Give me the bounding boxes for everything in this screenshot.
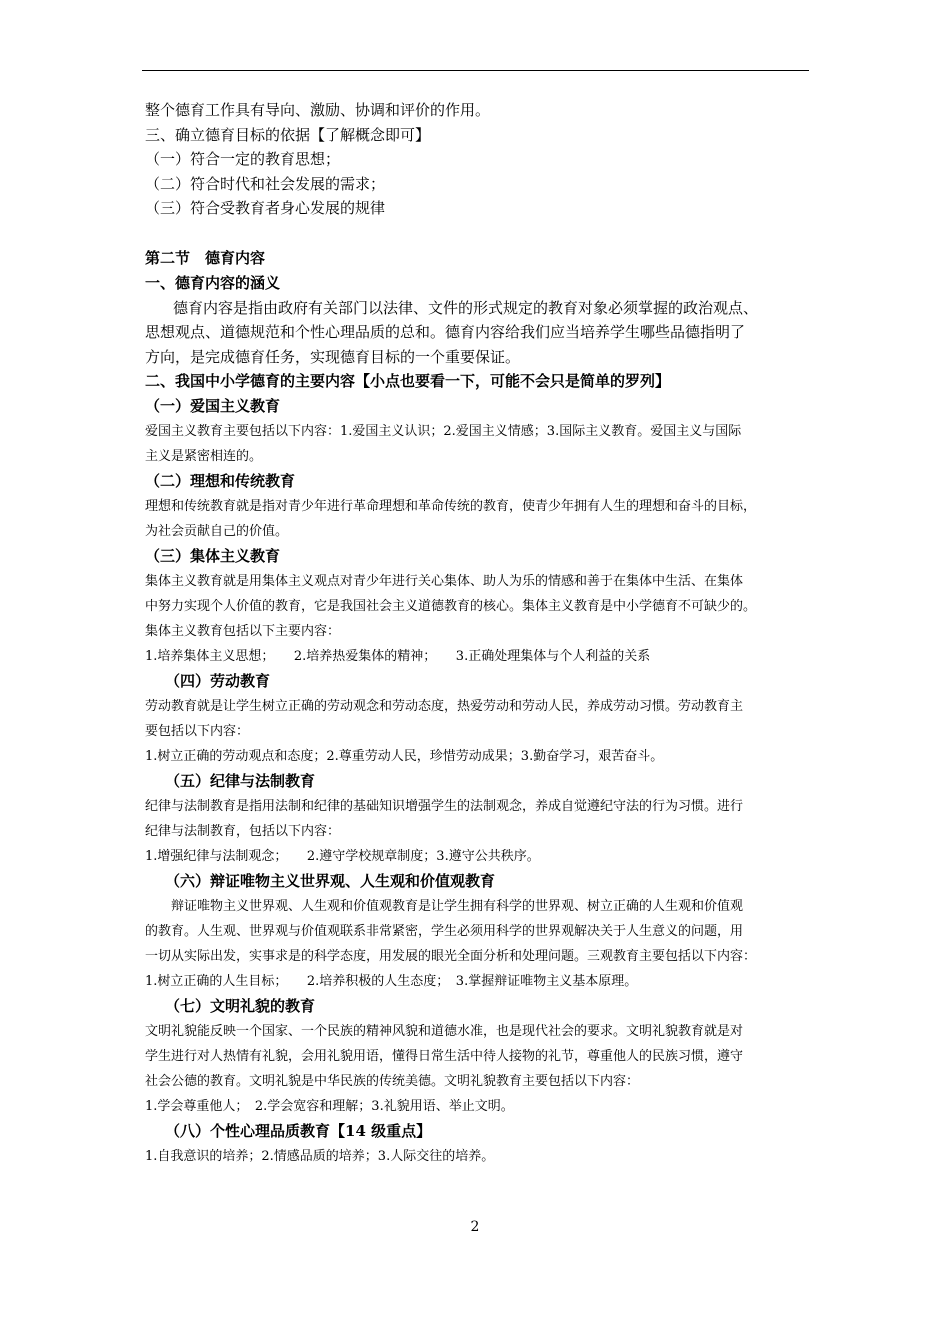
body-line: 中努力实现个人价值的教育，它是我国社会主义道德教育的核心。集体主义教育是中小学德育不可缺少的。: [145, 599, 757, 614]
body-line: 文明礼貌能反映一个国家、一个民族的精神风貌和道德水准，也是现代社会的要求。文明礼貌教育就是对: [145, 1024, 744, 1039]
spacer: [145, 221, 809, 246]
item-heading: （三）集体主义教育: [145, 547, 281, 565]
body-line: 方向，是完成德育任务，实现德育目标的一个重要保证。: [145, 347, 521, 366]
body-line: 1.增强纪律与法制观念； 2.遵守学校规章制度；3.遵守公共秩序。: [145, 849, 540, 864]
item-heading: （八）个性心理品质教育【14 级重点】: [165, 1122, 432, 1140]
body-line: 辩证唯物主义世界观、人生观和价值观教育是让学生拥有科学的世界观、树立正确的人生观和价值观: [145, 899, 744, 914]
body-line: 思想观点、道德规范和个性心理品质的总和。德育内容给我们应当培养学生哪些品德指明了: [145, 323, 746, 341]
body-line: 纪律与法制教育是指用法制和纪律的基础知识增强学生的法制观念，养成自觉遵纪守法的行为习惯。进行: [145, 799, 744, 814]
section-title: 第二节 德育内容: [145, 248, 266, 267]
body-line: 爱国主义教育主要包括以下内容：1.爱国主义认识；2.爱国主义情感；3.国际主义教育。爱国主义与国际: [145, 424, 742, 439]
body-line: 集体主义教育就是用集体主义观点对青少年进行关心集体、助人为乐的情感和善于在集体中生活、在集体: [145, 574, 744, 589]
list-item: （二）符合时代和社会发展的需求；: [145, 174, 386, 193]
body-line: 1.树立正确的劳动观点和态度；2.尊重劳动人民，珍惜劳动成果；3.勤奋学习，艰苦奋斗。: [145, 749, 664, 764]
item-heading: （五）纪律与法制教育: [165, 772, 316, 790]
body-line: 劳动教育就是让学生树立正确的劳动观念和劳动态度，热爱劳动和劳动人民，养成劳动习惯。劳动教育主: [145, 699, 744, 714]
body-line: 1.学会尊重他人； 2.学会宽容和理解；3.礼貌用语、举止文明。: [145, 1099, 514, 1114]
body-line: 集体主义教育包括以下主要内容：: [145, 624, 341, 639]
body-line: 学生进行对人热情有礼貌，会用礼貌用语，懂得日常生活中待人接物的礼节，尊重他人的民族习惯，遵守: [145, 1049, 744, 1064]
body-line: 理想和传统教育就是指对青少年进行革命理想和革命传统的教育，使青少年拥有人生的理想和奋斗的目标，: [145, 499, 757, 514]
item-heading: （六）辩证唯物主义世界观、人生观和价值观教育: [165, 872, 496, 890]
body-line: 的教育。人生观、世界观与价值观联系非常紧密，学生必须用科学的世界观解决关于人生意义的问题，用: [145, 924, 744, 939]
body-line: 要包括以下内容：: [145, 724, 250, 739]
body-line: 一切从实际出发，实事求是的科学态度，用发展的眼光全面分析和处理问题。三观教育主要包括以下内容：: [145, 949, 757, 964]
body-line: 1.树立正确的人生目标； 2.培养积极的人生态度； 3.掌握辩证唯物主义基本原理。: [145, 974, 638, 989]
header-rule: [142, 70, 809, 71]
item-heading: （二）理想和传统教育: [145, 472, 296, 490]
part2-heading: 二、我国中小学德育的主要内容【小点也要看一下，可能不会只是简单的罗列】: [145, 372, 671, 390]
body-line: 主义是紧密相连的。: [145, 449, 263, 464]
body-line: 德育内容是指由政府有关部门以法律、文件的形式规定的教育对象必须掌握的政治观点、: [173, 298, 759, 317]
item-heading: （一）爱国主义教育: [145, 397, 281, 415]
item-heading: （七）文明礼貌的教育: [165, 997, 316, 1015]
list-item: （一）符合一定的教育思想；: [145, 150, 341, 168]
body-line: 社会公德的教育。文明礼貌是中华民族的传统美德。文明礼貌教育主要包括以下内容：: [145, 1074, 640, 1089]
item-heading: （四）劳动教育: [165, 672, 271, 690]
body-line: 纪律与法制教育，包括以下内容：: [145, 824, 341, 839]
subsection-heading: 三、确立德育目标的依据【了解概念即可】: [145, 125, 431, 144]
document-body: [145, 98, 809, 1169]
body-line: 1.自我意识的培养；2.情感品质的培养；3.人际交往的培养。: [145, 1149, 495, 1164]
page-number: 2: [470, 1219, 480, 1235]
body-line: 1.培养集体主义思想； 2.培养热爱集体的精神； 3.正确处理集体与个人利益的关系: [145, 649, 651, 664]
body-line: 为社会贡献自己的价值。: [145, 524, 289, 539]
part1-heading: 一、德育内容的涵义: [145, 273, 281, 292]
body-line: 整个德育工作具有导向、激励、协调和评价的作用。: [145, 101, 491, 119]
list-item: （三）符合受教育者身心发展的规律: [145, 199, 386, 217]
